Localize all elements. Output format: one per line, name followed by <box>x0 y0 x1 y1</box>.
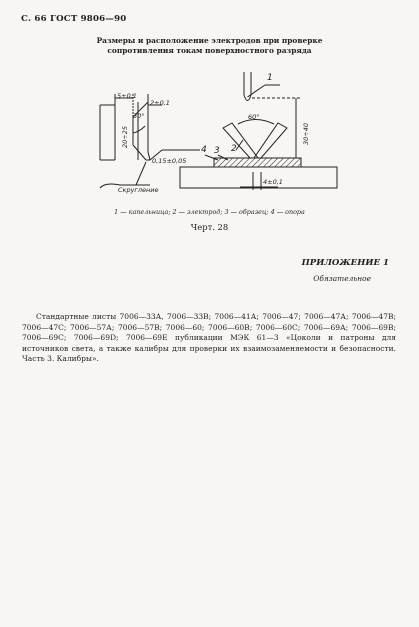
electrode-detail-drawing <box>100 94 200 188</box>
dim-30-40: 30÷40 <box>302 123 310 145</box>
body-paragraph: Стандартные листы 7006—33А, 7006—33В; 7006—41А; 7006—47; 7006—47А; 7006—47В; 7006—47С; 7006—57А; 7006—57В; 7006—60; 7006—60В; 7006—60С; 7006—69А; 7006—69В; 7006—69С; 7006—69D; 7006—69Е публикации МЭК 61—3 «Цоколи и патроны для источников света, а также калибры для проверки их взаимозаменяемости и безопасности. Часть 3. Калибры». <box>22 312 396 364</box>
item-4-label: 4 <box>201 145 207 155</box>
appendix-title: ПРИЛОЖЕНИЕ 1 <box>301 258 389 268</box>
item-3-label: 3 <box>214 146 220 156</box>
support-plate <box>180 167 337 188</box>
figure-title-line-2: сопротивления токам поверхностного разряда <box>107 46 312 55</box>
figure-title-line-1: Размеры и расположение электродов при проверке <box>96 36 323 45</box>
page-header: С. 66 ГОСТ 9806—90 <box>21 14 127 24</box>
figure-legend: 1 — капельница; 2 — электрод; 3 — образец; 4 — опора <box>114 208 305 216</box>
dim-height: 20÷25 <box>121 126 129 148</box>
dim-angle: 30° <box>133 112 145 120</box>
dim-top-width: 5±0,1 <box>117 92 137 100</box>
item-1-label: 1 <box>267 73 273 83</box>
dim-tip: 0,15±0,05 <box>152 157 187 165</box>
angle-60-label: 60° <box>248 113 260 121</box>
dim-4: 4±0,1 <box>263 178 283 186</box>
electrode-figure <box>0 0 419 240</box>
appendix-subtitle: Обязательное <box>313 274 371 283</box>
dropper <box>244 72 280 101</box>
figure-caption: Черт. 28 <box>190 222 229 232</box>
rounding-label: Скругление <box>118 186 159 194</box>
dim-top-offset: 2±0,1 <box>150 99 170 107</box>
item-2-label: 2 <box>231 144 237 154</box>
